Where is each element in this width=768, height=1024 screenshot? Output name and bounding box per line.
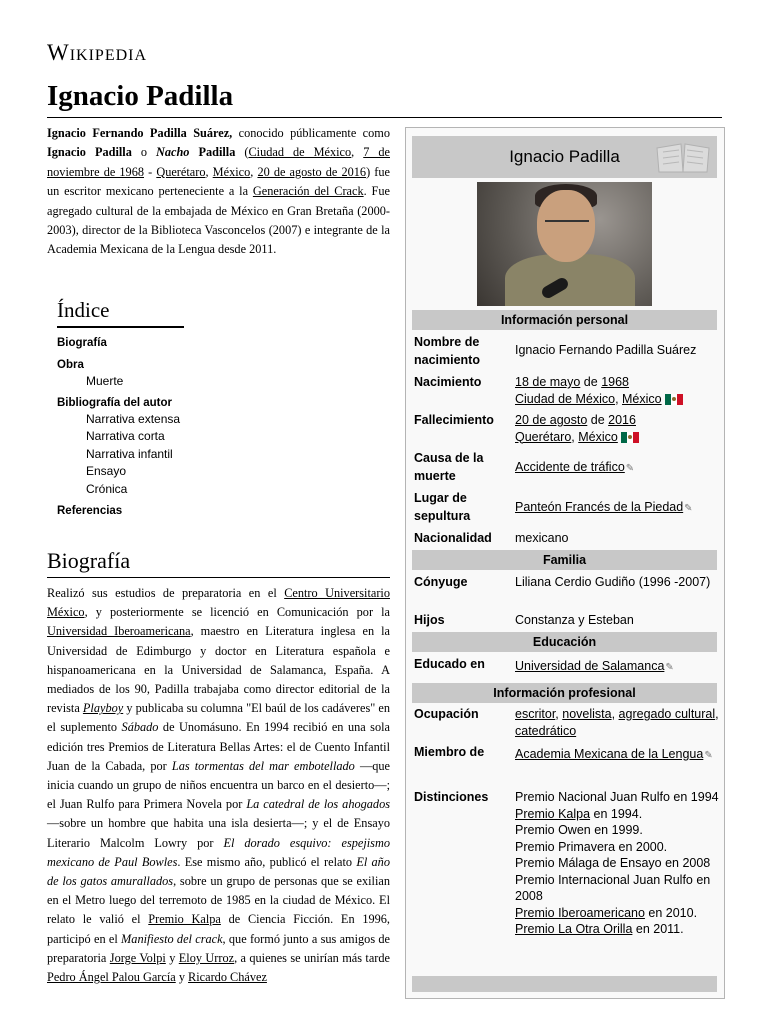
text: en 2011. bbox=[632, 922, 684, 936]
toc-item-bibliografia[interactable]: Bibliografía del autor bbox=[57, 396, 173, 409]
italic-text: El año de los gatos amurallados bbox=[47, 854, 390, 889]
list-item bbox=[515, 789, 719, 806]
bold-full-name: Ignacio Fernando Padilla Suárez, bbox=[47, 126, 233, 140]
link-mexico[interactable]: México bbox=[578, 429, 618, 444]
label-nacimiento: Nacimiento bbox=[414, 375, 482, 389]
list-item bbox=[515, 921, 719, 938]
text: , sobre un grupo de personas que se exilian en el Metro luego del terremoto de 1985 en la ciudad de México. El relato le valió el bbox=[47, 874, 390, 927]
value-educado bbox=[515, 658, 719, 677]
page-title: Ignacio Padilla bbox=[47, 80, 234, 112]
bold-nickname: Nacho bbox=[155, 145, 190, 160]
list-item bbox=[515, 822, 719, 839]
text: conocido públicamente como bbox=[232, 126, 390, 140]
text: de bbox=[587, 413, 609, 427]
link-universidad-iberoamericana[interactable]: Universidad Iberoamericana bbox=[47, 624, 191, 639]
value-ocupacion bbox=[515, 706, 719, 739]
biografia-paragraph bbox=[47, 584, 390, 987]
link-premio-kalpa[interactable]: Premio Kalpa bbox=[148, 912, 221, 927]
link-centro-universitario-mexico[interactable]: Centro Universitario México bbox=[47, 586, 390, 620]
link-queretaro[interactable]: Querétaro bbox=[515, 429, 572, 444]
link-2016[interactable]: 2016 bbox=[608, 413, 636, 427]
link-jorge-volpi[interactable]: Jorge Volpi bbox=[109, 950, 166, 965]
value-conyuge: Liliana Cerdio Gudiño (1996 -2007) bbox=[515, 575, 711, 589]
toc-item-biografia[interactable]: Biografía bbox=[57, 337, 107, 349]
italic-text: La catedral de los ahogados bbox=[246, 797, 390, 812]
value-fallecimiento bbox=[515, 412, 719, 445]
toc-subitem-cronica[interactable]: Crónica bbox=[86, 481, 128, 496]
text: de Ciencia Ficción. En 1996, participó en el bbox=[47, 912, 390, 946]
link-ciudad-de-mexico[interactable]: Ciudad de México bbox=[515, 391, 616, 406]
value-miembro bbox=[515, 746, 719, 765]
toc-subitem-narrativa-extensa[interactable]: Narrativa extensa bbox=[86, 411, 181, 426]
label-hijos: Hijos bbox=[414, 613, 445, 627]
italic-text: Las tormentas del mar embotellado bbox=[171, 758, 355, 773]
table-of-contents bbox=[57, 298, 377, 519]
text: Realizó sus estudios de preparatoria en el bbox=[47, 586, 285, 600]
link-universidad-de-salamanca[interactable]: Universidad de Salamanca bbox=[515, 659, 665, 673]
text: . Fue agregado cultural de la embajada de México en Gran Bretaña (2000-2003), director de la Biblioteca Vasconcelos (2007) e integrante de la Academia Mexicana de la Lengua desde 2011. bbox=[47, 184, 390, 257]
link-1968[interactable]: 1968 bbox=[601, 375, 629, 389]
text: en 1994. bbox=[590, 806, 643, 821]
infobox-header-familia: Familia bbox=[412, 550, 717, 570]
infobox-title-text: Ignacio Padilla bbox=[509, 147, 620, 166]
lead-paragraph bbox=[47, 124, 390, 260]
portrait-photo[interactable] bbox=[477, 182, 652, 306]
toc-subitem-muerte[interactable]: Muerte bbox=[86, 374, 124, 388]
value-causa bbox=[515, 459, 719, 478]
value-lugar bbox=[515, 499, 719, 518]
italic-text: Manifiesto del crack bbox=[121, 931, 223, 946]
text: , bbox=[250, 164, 258, 179]
label-lugar: Lugar de sepultura bbox=[414, 491, 471, 523]
text: , bbox=[555, 707, 563, 721]
text: ( bbox=[235, 145, 249, 160]
text: o bbox=[131, 145, 156, 160]
label-ocupacion: Ocupación bbox=[414, 707, 479, 721]
text: , bbox=[205, 164, 213, 179]
link-agregado-cultural[interactable]: agregado cultural bbox=[618, 707, 716, 721]
bold-nickname-surname: Padilla bbox=[189, 145, 236, 160]
link-ciudad-de-mexico[interactable]: Ciudad de México bbox=[248, 145, 352, 160]
link-generacion-del-crack[interactable]: Generación del Crack bbox=[252, 184, 364, 199]
text: , bbox=[611, 707, 619, 721]
link-catedratico[interactable]: catedrático bbox=[515, 723, 577, 738]
infobox bbox=[405, 127, 725, 999]
text: , maestro en Literatura inglesa en la Universidad de Edimburgo y doctor en Literatura española e hispanoamericana en la Universidad de Salamanca, España. A mediados de los 90, Padilla trabajaba como director editorial de la revista bbox=[47, 624, 391, 716]
infobox-header-personal: Información personal bbox=[412, 310, 717, 330]
text: , que formó junto a sus amigos de preparatoria bbox=[47, 931, 390, 965]
link-playboy[interactable] bbox=[83, 701, 123, 715]
list-item bbox=[515, 855, 719, 872]
text: , a quienes se unirían más tarde bbox=[234, 950, 390, 965]
infobox-footer bbox=[412, 976, 717, 992]
text: —que inicia cuando un grupo de niños encuentra un barco en el desierto—; el Juan Rulfo para Primera Novela por bbox=[47, 758, 390, 812]
label-conyuge: Cónyuge bbox=[414, 575, 468, 589]
text: y bbox=[165, 950, 179, 965]
text: Premio Primavera en 2000. bbox=[515, 839, 668, 854]
link-premio-iberoamericano[interactable]: Premio Iberoamericano bbox=[515, 905, 645, 920]
label-miembro: Miembro de bbox=[414, 745, 485, 759]
edit-pencil-icon[interactable]: ✎ bbox=[704, 750, 713, 761]
link-eloy-urroz[interactable]: Eloy Urroz bbox=[178, 950, 235, 965]
text: Premio Owen en 1999. bbox=[515, 823, 643, 837]
link-escritor[interactable]: escritor bbox=[515, 707, 556, 721]
text: , y posteriormente se licenció en Comunicación por la bbox=[84, 605, 390, 620]
value-nacimiento bbox=[515, 374, 719, 407]
toc-subitem-narrativa-infantil[interactable]: Narrativa infantil bbox=[86, 446, 173, 461]
label-nombre: Nombre de nacimiento bbox=[414, 335, 480, 367]
link-novelista[interactable]: novelista bbox=[562, 707, 612, 721]
text: Premio Internacional Juan Rulfo en 2008 bbox=[515, 872, 711, 903]
section-heading-biografia: Biografía bbox=[47, 548, 131, 573]
text: en 2010. bbox=[644, 905, 698, 920]
text: de bbox=[580, 375, 602, 389]
label-fallecimiento: Fallecimiento bbox=[414, 413, 494, 427]
title-divider bbox=[47, 117, 722, 118]
text: - bbox=[144, 164, 157, 179]
italic-text: Playboy bbox=[82, 701, 124, 716]
link-death-date[interactable]: 20 de agosto de 2016 bbox=[257, 164, 367, 179]
list-item bbox=[515, 806, 719, 823]
text: Premio Nacional Juan Rulfo en 1994 bbox=[515, 790, 719, 804]
infobox-header-profesional: Información profesional bbox=[412, 683, 717, 703]
toc-subitem-ensayo[interactable]: Ensayo bbox=[86, 464, 127, 478]
infobox-title bbox=[412, 136, 717, 178]
text: ) fue un escritor mexicano perteneciente a la bbox=[47, 164, 390, 199]
label-causa: Causa de la muerte bbox=[414, 451, 484, 483]
link-birth-date[interactable]: 7 de noviembre de 1968 bbox=[47, 145, 390, 179]
toc-item-obra[interactable]: Obra bbox=[57, 359, 84, 371]
toc-heading: Índice bbox=[57, 298, 184, 328]
text: de Unomásuno. En 1994 recibió en una sola edición tres Premios de Literatura Bellas Artes: el de Cuento Infantil Juan de la Cabada, por bbox=[47, 720, 390, 773]
edit-pencil-icon[interactable]: ✎ bbox=[684, 503, 693, 514]
value-nacionalidad: mexicano bbox=[515, 531, 569, 545]
label-educado: Educado en bbox=[414, 657, 485, 671]
edit-pencil-icon[interactable]: ✎ bbox=[665, 662, 674, 673]
toc-item-referencias[interactable]: Referencias bbox=[57, 505, 123, 517]
list-item bbox=[515, 872, 719, 905]
link-panteon-frances[interactable]: Panteón Francés de la Piedad bbox=[515, 500, 684, 514]
text: —sobre un hombre que habita una isla desierta—; y el de Ensayo Literario Malcolm Lowry por bbox=[47, 816, 390, 850]
text: , bbox=[715, 707, 719, 721]
italic-text: El dorado esquivo: espejismo mexicano de Paul Bowles bbox=[47, 835, 390, 869]
link-premio-kalpa[interactable]: Premio Kalpa bbox=[515, 806, 591, 821]
text: . Ese mismo año, publicó el relato bbox=[177, 854, 357, 869]
link-ricardo-chavez[interactable]: Ricardo Chávez bbox=[188, 970, 267, 985]
mexico-flag-icon bbox=[665, 394, 683, 405]
toc-subitem-narrativa-corta[interactable]: Narrativa corta bbox=[86, 429, 165, 443]
edit-pencil-icon[interactable]: ✎ bbox=[625, 463, 635, 474]
bold-public-name: Ignacio Padilla bbox=[47, 145, 132, 160]
label-nacionalidad: Nacionalidad bbox=[414, 531, 492, 545]
list-item bbox=[515, 839, 719, 856]
link-pedro-angel-palou[interactable]: Pedro Ángel Palou García bbox=[47, 970, 176, 985]
link-queretaro[interactable]: Querétaro bbox=[156, 164, 206, 179]
infobox-header-educacion: Educación bbox=[412, 632, 717, 652]
value-hijos: Constanza y Esteban bbox=[515, 613, 634, 627]
link-mexico[interactable]: México bbox=[212, 164, 251, 179]
text: , bbox=[571, 429, 579, 444]
mexico-flag-icon bbox=[621, 432, 639, 443]
link-18-de-mayo[interactable]: 18 de mayo bbox=[515, 375, 581, 389]
book-icon bbox=[655, 142, 711, 174]
link-accidente-de-trafico[interactable]: Accidente de tráfico bbox=[515, 460, 625, 474]
text: , bbox=[615, 391, 623, 406]
link-premio-la-otra-orilla[interactable]: Premio La Otra Orilla bbox=[515, 922, 633, 936]
value-distinciones bbox=[515, 789, 719, 938]
link-mexico[interactable]: México bbox=[622, 391, 662, 406]
text: y publicaba su columna "El baúl de los cadáveres" en el suplemento bbox=[47, 701, 390, 735]
link-academia-mexicana[interactable]: Academia Mexicana de la Lengua bbox=[515, 747, 704, 761]
text: Premio Málaga de Ensayo en 2008 bbox=[515, 856, 711, 870]
section-divider bbox=[47, 577, 390, 578]
italic-text: Sábado bbox=[121, 720, 159, 735]
wikipedia-logo[interactable]: Wikipedia bbox=[47, 40, 148, 65]
value-nombre: Ignacio Fernando Padilla Suárez bbox=[515, 343, 697, 357]
text: y bbox=[175, 970, 189, 985]
link-20-de-agosto[interactable]: 20 de agosto bbox=[515, 413, 588, 427]
list-item bbox=[515, 905, 719, 922]
text: , bbox=[351, 145, 364, 160]
label-distinciones: Distinciones bbox=[414, 790, 489, 804]
